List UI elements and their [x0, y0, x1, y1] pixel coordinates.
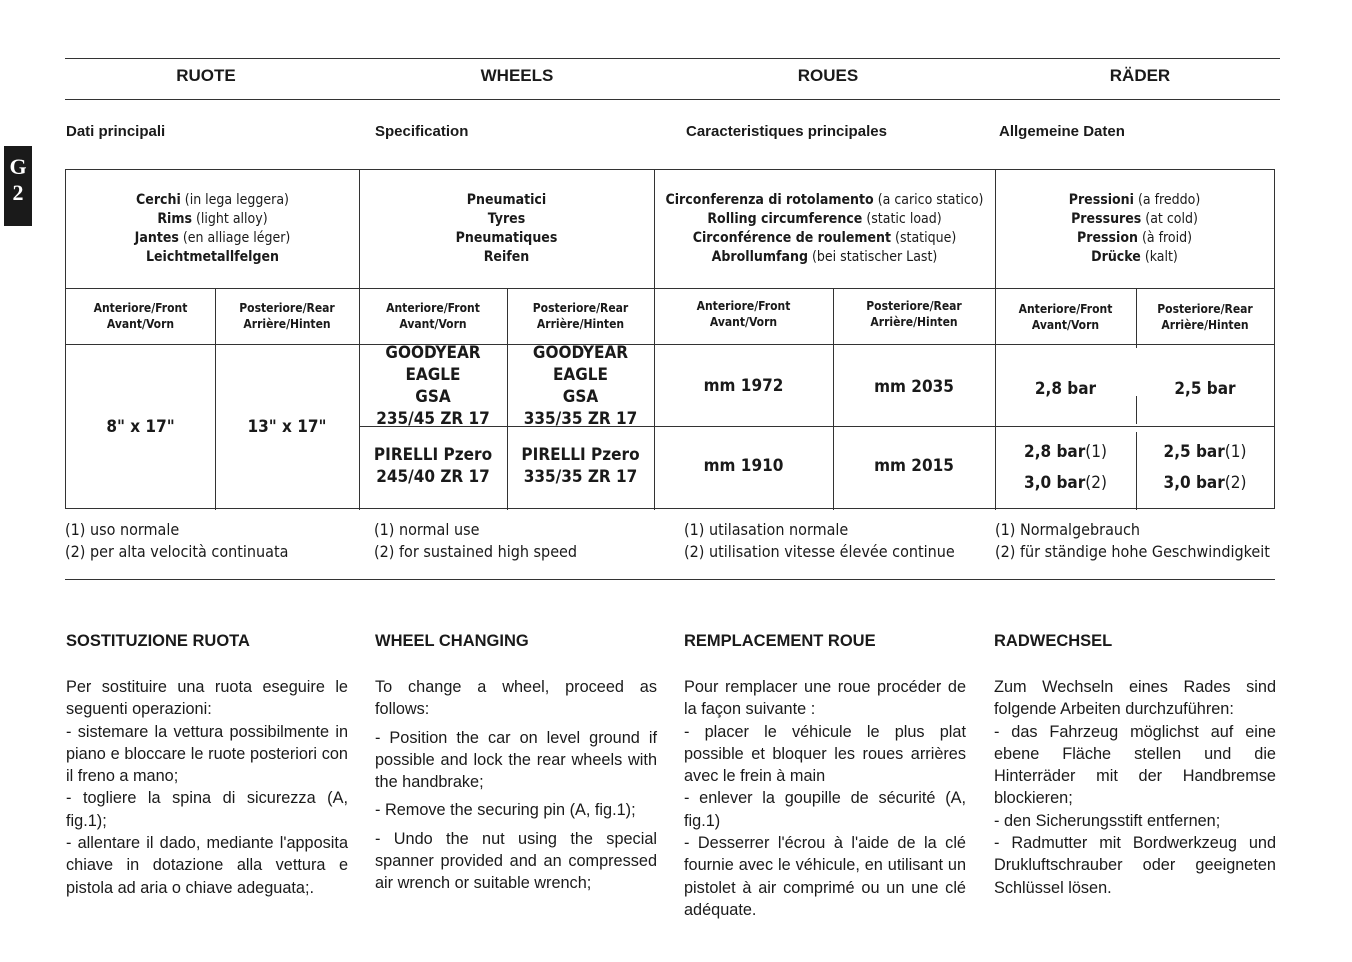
footnotes-en: (1) normal use (2) for sustained high speed — [374, 520, 578, 561]
goodyear-rear-circumference: mm 2035 — [874, 377, 954, 397]
goodyear-front-tyre: GOODYEAR EAGLE GSA 235/45 ZR 17 — [376, 343, 490, 429]
spec-table — [65, 169, 1275, 509]
section-tab-number: 2 — [12, 180, 24, 205]
goodyear-rear-pressure: 2,5 bar — [1174, 379, 1236, 399]
goodyear-front-circumference: mm 1972 — [703, 376, 784, 396]
pirelli-rear-circumference: mm 2015 — [874, 456, 954, 476]
press-front-label: Anteriore/Front Avant/Vorn — [1018, 302, 1113, 332]
goodyear-front-pressure: 2,8 bar — [1034, 379, 1097, 399]
body-text-en: To change a wheel, proceed as follows: - Position the car on level ground if possible and lock the rear wheels with the handbrake; - Remove the securing pin (A, fig.1); - Undo the nut using the special spanner provided and an compressed air wrench or suitable wrench; — [375, 678, 657, 893]
rim-rear-size: 13" x 17" — [247, 417, 327, 437]
tyres-front-label: Anteriore/Front Avant/Vorn — [386, 301, 480, 331]
title-it: RUOTE — [176, 66, 236, 85]
body-text-de: Zum Wechseln eines Rades sind folgende Arbeiten durchzuführen: - das Fahrzeug möglichst auf eine ebene Fläche stellen und die Hinterräder mit der Handbremse blockieren; - den Sicherungsstift entfernen; - Radmutter mit Bordwerkzeug und Drukluftschrauber oder geeigneten Schlüssel lösen. — [994, 678, 1276, 897]
rims-header: Cerchi (in lega leggera) Rims (light alloy) Jantes (en alliage léger) Leichtmetallfelgen — [134, 192, 291, 265]
pirelli-rear-tyre: PIRELLI Pzero 335/35 ZR 17 — [521, 445, 640, 487]
section-title-de: RADWECHSEL — [994, 632, 1113, 650]
tyres-header: Pneumatici Tyres Pneumatiques Reifen — [455, 192, 558, 265]
footnote-rule — [65, 579, 1275, 580]
circ-front-label: Anteriore/Front Avant/Vorn — [696, 299, 791, 329]
header-rule — [65, 99, 1280, 100]
subtitle-de: Allgemeine Daten — [999, 123, 1125, 140]
section-tab-letter: G — [9, 154, 27, 179]
rim-front-size: 8" x 17" — [106, 417, 175, 437]
goodyear-rear-tyre: GOODYEAR EAGLE GSA 335/35 ZR 17 — [523, 343, 638, 429]
section-tab — [4, 146, 32, 226]
footnotes-fr: (1) utilasation normale (2) utilisation vitesse élevée continue — [684, 520, 955, 561]
title-de: RÄDER — [1109, 66, 1171, 85]
pirelli-front-circumference: mm 1910 — [703, 456, 784, 476]
top-rule — [65, 58, 1280, 59]
section-title-it: SOSTITUZIONE RUOTA — [66, 632, 250, 650]
circ-rear-label: Posteriore/Rear Arrière/Hinten — [866, 299, 962, 329]
section-title-en: WHEEL CHANGING — [375, 632, 529, 650]
section-title-fr: REMPLACEMENT ROUE — [684, 632, 876, 650]
body-text-it: Per sostituire una ruota eseguire le seguenti operazioni: - sistemare la vettura possibilmente in piano e bloccare le ruote posteriori con il freno a mano; - togliere la spina di sicurezza (A, fig.1); - allentare il dado, mediante l'apposita chiave in dotazione alla vettura e pistola ad aria o chiave adeguata;. — [66, 678, 348, 897]
tyres-rear-label: Posteriore/Rear Arrière/Hinten — [532, 301, 629, 331]
pirelli-front-tyre: PIRELLI Pzero 245/40 ZR 17 — [373, 445, 493, 487]
footnotes-it: (1) uso normale (2) per alta velocità continuata — [65, 520, 289, 561]
subtitle-it: Dati principali — [66, 123, 166, 140]
pirelli-rear-pressure: 2,5 bar(1) 3,0 bar(2) — [1163, 442, 1247, 493]
body-text-fr: Pour remplacer une roue procéder de la façon suivante : - placer le véhicule le plus plat possible et bloquer les roues arrières avec le frein à main - enlever la goupille de sécurité (A, fig.1) - Desserrer l'écrou à l'aide de la clé fournie avec le véhicule, en utilisant un pistolet à air comprimé ou un une clé adéquate. — [684, 678, 966, 919]
rims-front-label: Anteriore/Front Avant/Vorn — [93, 301, 188, 331]
pressure-header: Pressioni (a freddo) Pressures (at cold) Pression (à froid) Drücke (kalt) — [1068, 192, 1201, 265]
title-fr: ROUES — [797, 66, 859, 85]
footnotes-de: (1) Normalgebrauch (2) für ständige hohe Geschwindigkeit — [995, 520, 1270, 561]
rims-rear-label: Posteriore/Rear Arrière/Hinten — [239, 301, 335, 331]
title-en: WHEELS — [480, 66, 554, 85]
circumference-header: Circonferenza di rotolamento (a carico statico) Rolling circumference (static load) Circonférence de roulement (statique) Abrollumfang (bei statischer Last) — [665, 192, 984, 265]
subtitle-en: Specification — [375, 123, 469, 140]
press-rear-label: Posteriore/Rear Arrière/Hinten — [1157, 302, 1253, 332]
pirelli-front-pressure: 2,8 bar(1) 3,0 bar(2) — [1024, 442, 1107, 493]
subtitle-fr: Caracteristiques principales — [686, 123, 887, 140]
